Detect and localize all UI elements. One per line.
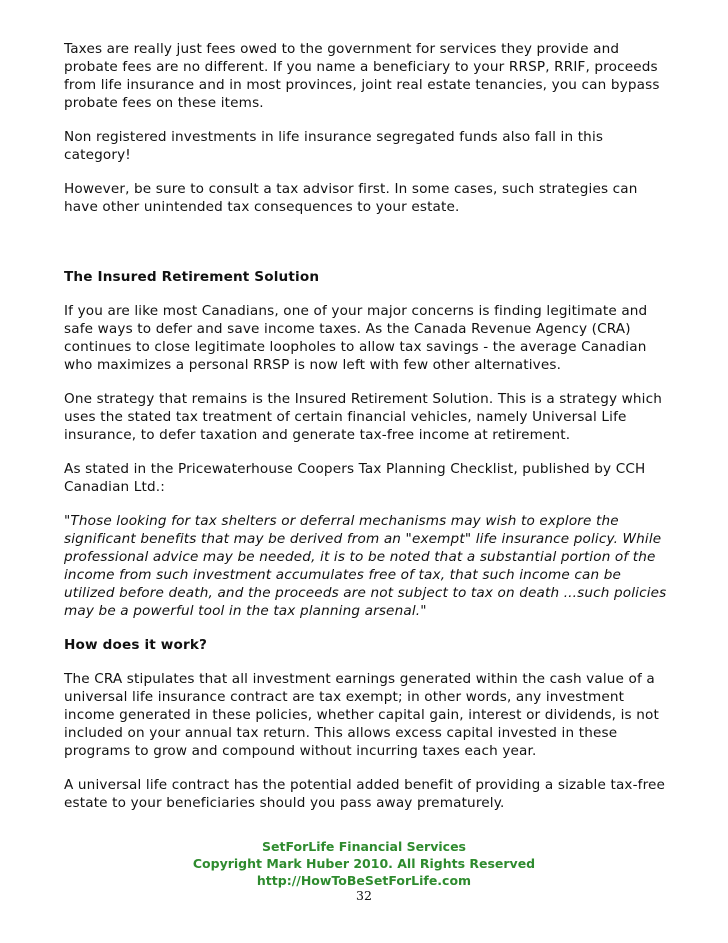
- footer-copyright: Copyright Mark Huber 2010. All Rights Reserved: [192, 856, 536, 871]
- footer-url[interactable]: http://HowToBeSetForLife.com: [256, 873, 472, 888]
- paragraph-universal-life-benefit: A universal life contract has the potential added benefit of providing a sizable tax-free estate to your beneficiaries should you pass away prematurely.: [64, 777, 666, 811]
- paragraph-strategy: One strategy that remains is the Insured Retirement Solution. This is a strategy which uses the stated tax treatment of certain financial vehicles, namely Universal Life insurance, to defer taxation and generate tax-free income at retirement.: [64, 391, 663, 443]
- paragraph-probate-fees: Taxes are really just fees owed to the government for services they provide and probate fees are no different. If you name a beneficiary to your RRSP, RRIF, proceeds from life insurance and in most provinces, joint real estate tenancies, you can bypass probate fees on these items.: [64, 41, 660, 111]
- page-footer: [0, 838, 728, 889]
- paragraph-segregated-funds: Non registered investments in life insurance segregated funds also fall in this category!: [64, 129, 604, 163]
- paragraph-tax-advisor: However, be sure to consult a tax advisor first. In some cases, such strategies can have other unintended tax consequences to your estate.: [64, 181, 638, 215]
- paragraph-cra-stipulates: The CRA stipulates that all investment earnings generated within the cash value of a universal life insurance contract are tax exempt; in other words, any investment income generated in these policies, whether capital gain, interest or dividends, is not included on your annual tax return. This allows excess capital invested in these programs to grow and compound without incurring taxes each year.: [64, 671, 659, 759]
- paragraph-canadians-concerns: If you are like most Canadians, one of your major concerns is finding legitimate and safe ways to defer and save income taxes. As the Canada Revenue Agency (CRA) continues to close legitimate loopholes to allow tax savings - the average Canadian who maximizes a personal RRSP is now left with few other alternatives.: [64, 303, 648, 373]
- document-body: [64, 40, 674, 812]
- quote-block: "Those looking for tax shelters or deferral mechanisms may wish to explore the significant benefits that may be derived from an "exempt" life insurance policy. While professional advice may be needed, it is to be noted that a substantial portion of the income from such investment accumulates free of tax, that such income can be utilized before death, and the proceeds are not subject to tax on death ...such policies may be a powerful tool in the tax planning arsenal.": [64, 513, 667, 619]
- paragraph-checklist-intro: As stated in the Pricewaterhouse Coopers Tax Planning Checklist, published by CCH Canadian Ltd.:: [64, 461, 646, 495]
- heading-how-it-works: How does it work?: [64, 637, 208, 653]
- page-number: 32: [356, 888, 372, 903]
- heading-insured-retirement: The Insured Retirement Solution: [64, 269, 320, 285]
- footer-company: SetForLife Financial Services: [262, 839, 466, 854]
